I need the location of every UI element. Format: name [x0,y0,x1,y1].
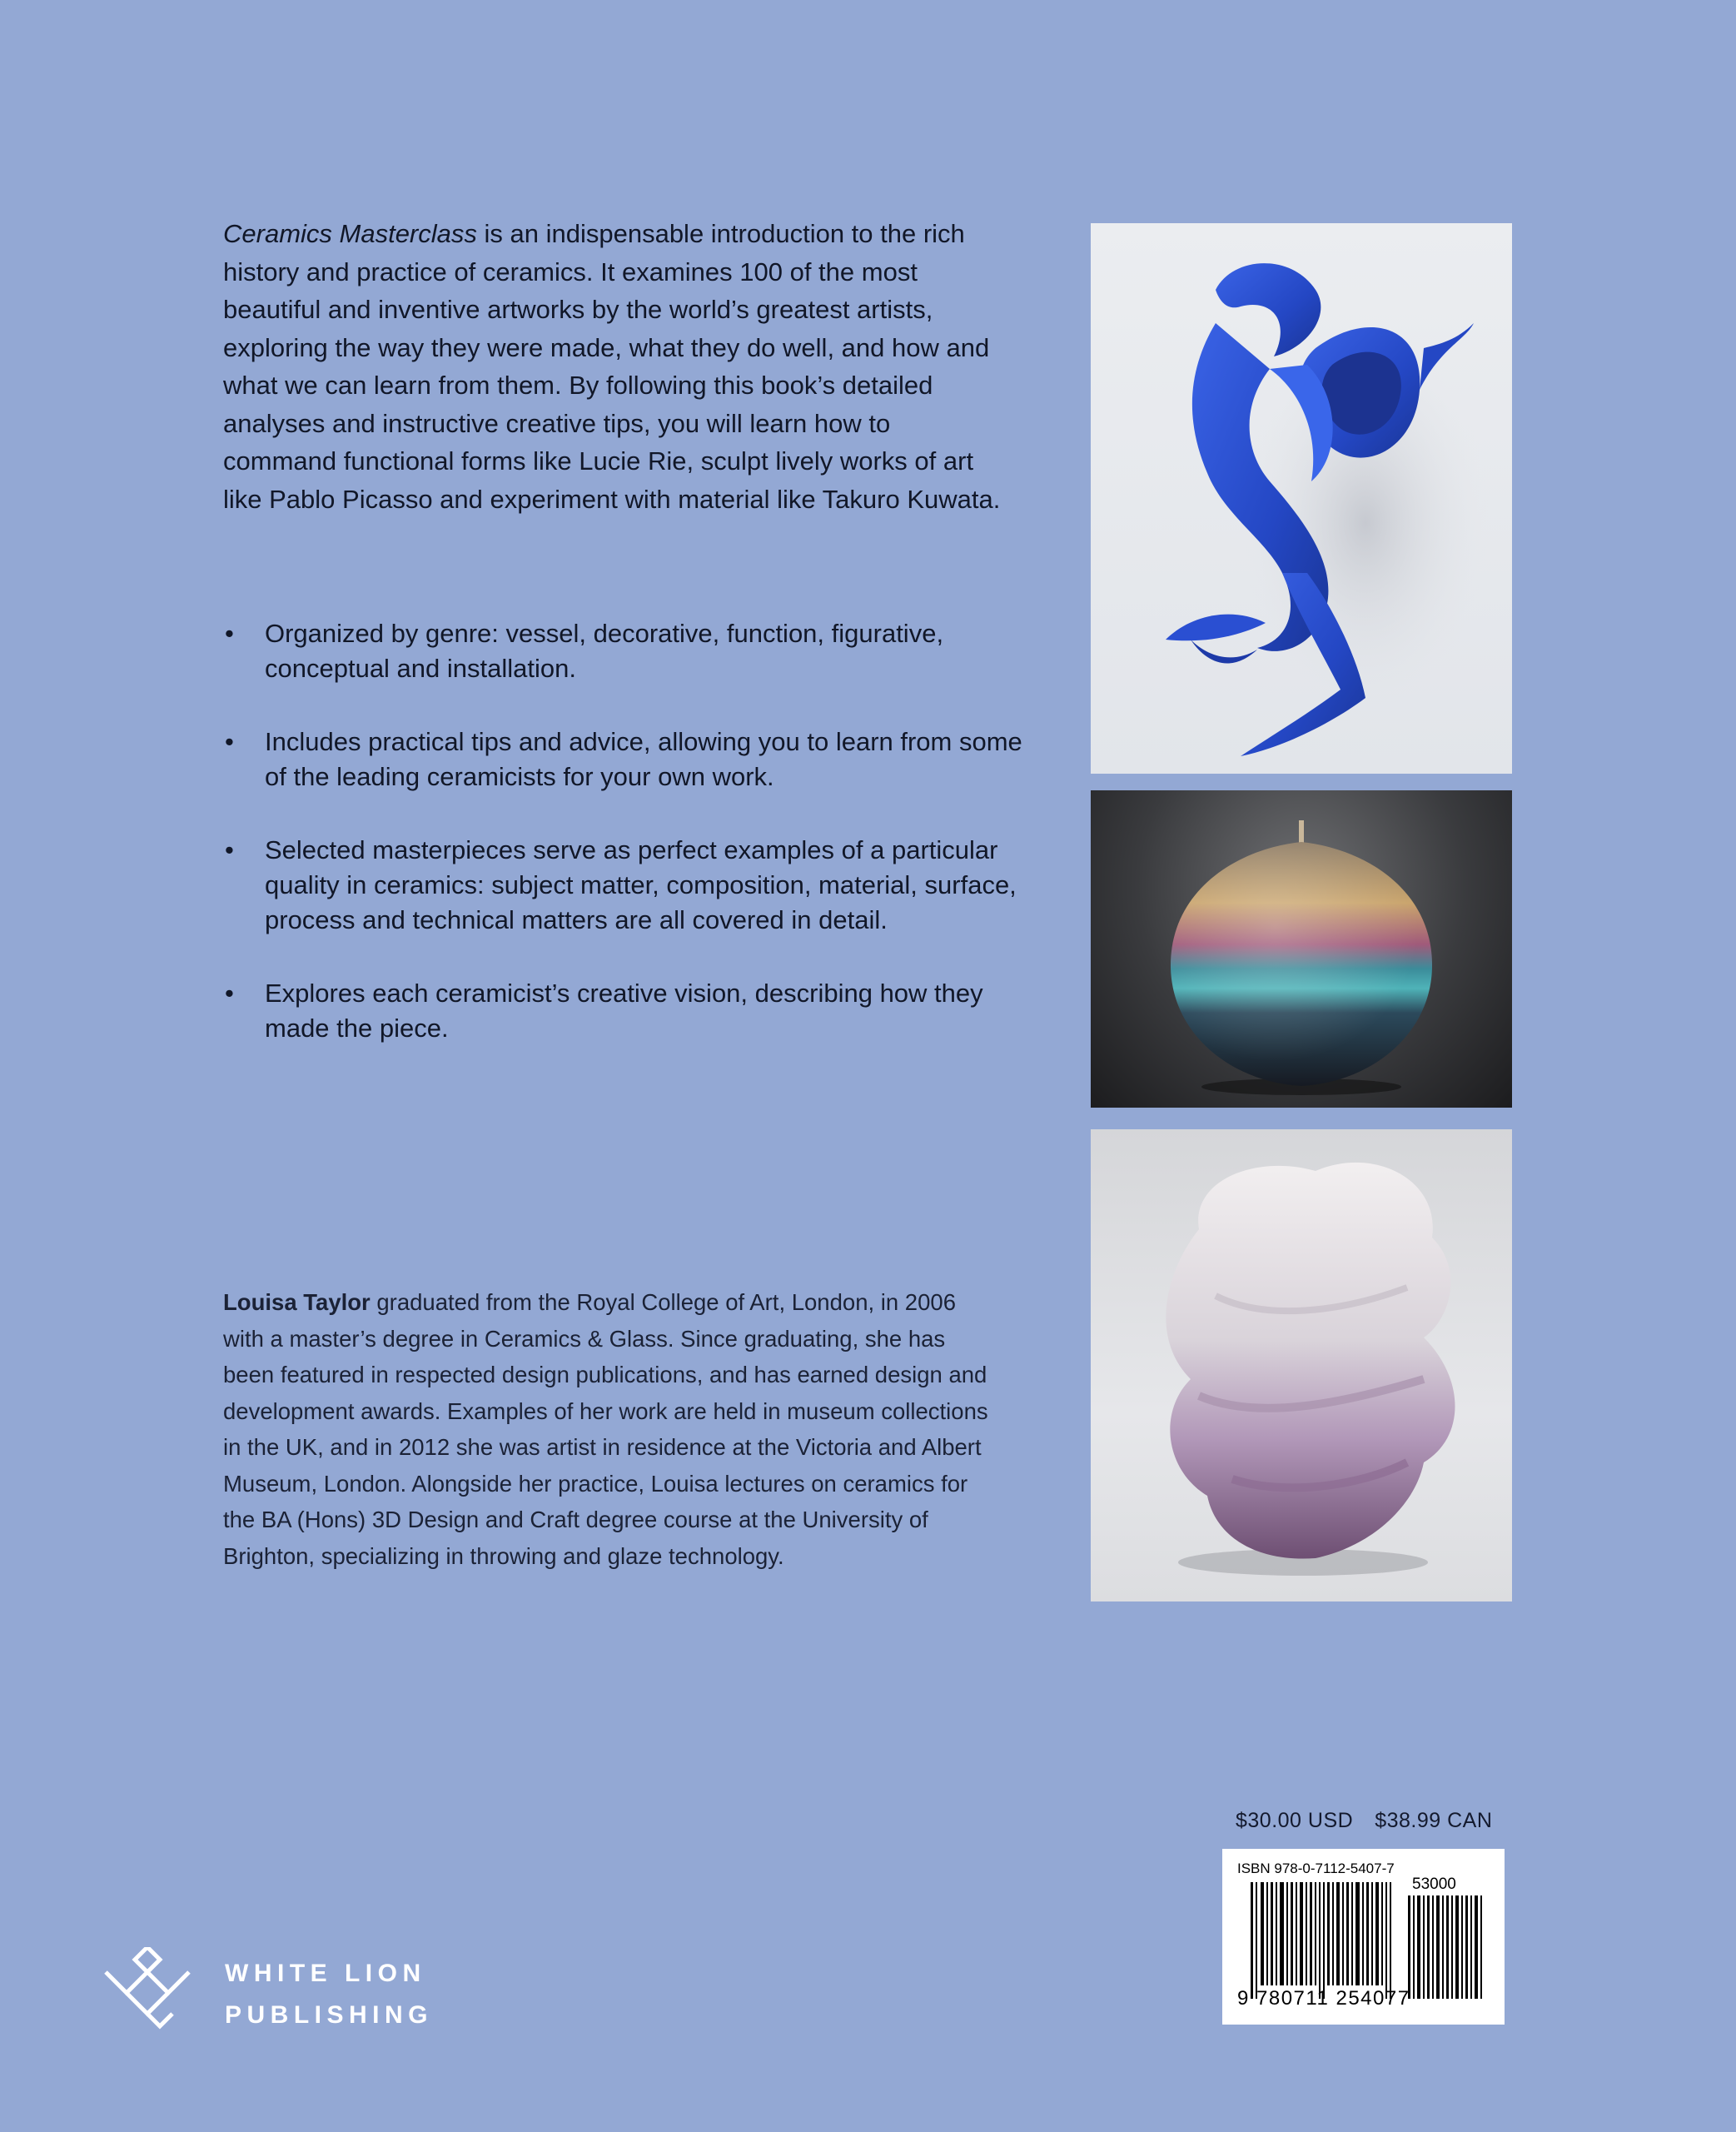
price-can: $38.99 CAN [1375,1809,1493,1832]
iridescent-vase-photo [1091,790,1512,1108]
twisted-sculpture-photo [1091,1129,1512,1601]
publisher-name [225,1953,433,2036]
feature-list [223,616,1039,1084]
author-bio [223,1284,989,1574]
price-line [1236,1809,1492,1833]
author-name: Louisa Taylor [223,1289,371,1315]
publisher-line-2: PUBLISHING [225,2001,434,2029]
blue-sculpture-photo [1091,223,1512,774]
bio-text: graduated from the Royal College of Art, London, in 2006 with a master’s degree in Ceramics & Glass. Since graduating, she has been featured in respected design publications, and has earned design and development awards. Examples of her work are held in museum collections in the UK, and in 2012 she was artist in residence at the Victoria and Albert Museum, London. Alongside her practice, Louisa lectures on ceramics for the BA (Hons) 3D Design and Craft degree course at the University of Brighton, specializing in throwing and glaze technology. [223,1289,988,1569]
book-title: Ceramics Masterclass [223,219,477,248]
intro-text: is an indispensable introduction to the rich history and practice of ceramics. It examines 100 of the most beautiful and inventive artworks by the world’s greatest artists, exploring the way they were made, what they do well, and how and what we can learn from them. By following this book’s detailed analyses and instructive creative tips, you will learn how to command functional forms like Lucie Rie, sculpt lively works of art like Pablo Picasso and experiment with material like Takuro Kuwata. [223,219,1001,514]
price-usd: $30.00 USD [1236,1809,1354,1832]
feature-item: • Selected masterpieces serve as perfect examples of a particular quality in ceramics: subject matter, composition, material, surface, process and technical matters are all covered in detail. [223,833,1039,938]
publisher-line-1: WHITE LION [225,1960,426,1987]
barcode-addon-digits: 53000 [1412,1875,1456,1893]
feature-item: • Organized by genre: vessel, decorative, function, figurative, conceptual and installation. [223,616,1039,686]
intro-paragraph [223,215,1006,518]
isbn-barcode [1222,1849,1505,2025]
isbn-number: ISBN 978-0-7112-5407-7 [1237,1861,1395,1876]
feature-item: • Includes practical tips and advice, allowing you to learn from some of the leading ceramicists for your own work. [223,725,1039,795]
white-lion-logo-icon [102,1947,201,2030]
feature-item: • Explores each ceramicist’s creative vision, describing how they made the piece. [223,976,1039,1046]
ean-digits: 9 780711 254077 [1237,1987,1410,2010]
